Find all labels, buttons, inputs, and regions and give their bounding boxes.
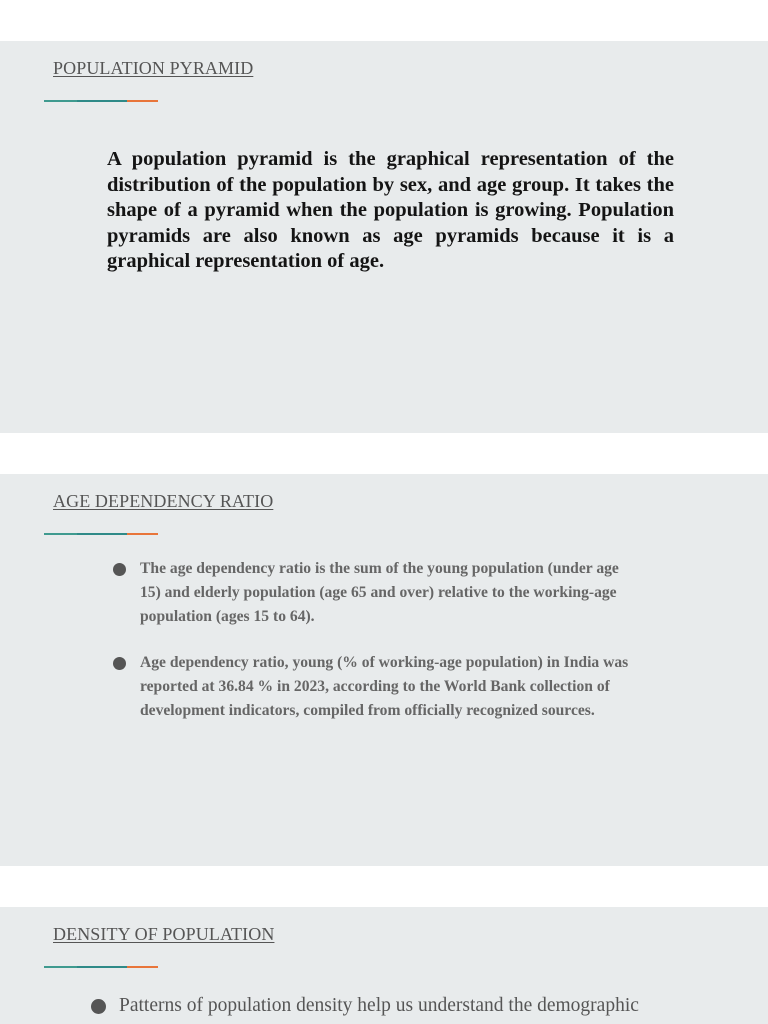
bullet-icon [113,657,126,670]
bullet-list [112,557,632,746]
bullet-list [90,993,730,1019]
list-item [90,993,730,1019]
slide-population-pyramid [0,41,768,433]
bullet-text: Patterns of population density help us understand the demographic [119,995,639,1016]
bullet-text: The age dependency ratio is the sum of the young population (under age 15) and elderly population (age 65 and over) relative to the working-age population (ages 15 to 64). [140,560,619,625]
slide-title: AGE DEPENDENCY RATIO [53,491,274,511]
bullet-icon [91,999,106,1014]
slide-density-of-population [0,907,768,1024]
slide-title: DENSITY OF POPULATION [53,924,275,944]
title-accent-line [44,966,158,968]
list-item [112,557,632,628]
title-accent-line [44,533,158,535]
list-item [112,651,632,722]
slide-age-dependency-ratio [0,474,768,866]
title-accent-line [44,100,158,102]
slide-title: POPULATION PYRAMID [53,58,254,78]
bullet-icon [113,563,126,576]
bullet-text: Age dependency ratio, young (% of working-age population) in India was reported at 36.84 % in 2023, according to the World Bank collection of development indicators, compiled from officially recognized sources. [140,654,629,719]
slide-paragraph: A population pyramid is the graphical representation of the distribution of the population by sex, and age group. It takes the shape of a pyramid when the population is growing. Population pyramids are also known as age pyramids because it is a graphical representation of age. [107,148,674,273]
